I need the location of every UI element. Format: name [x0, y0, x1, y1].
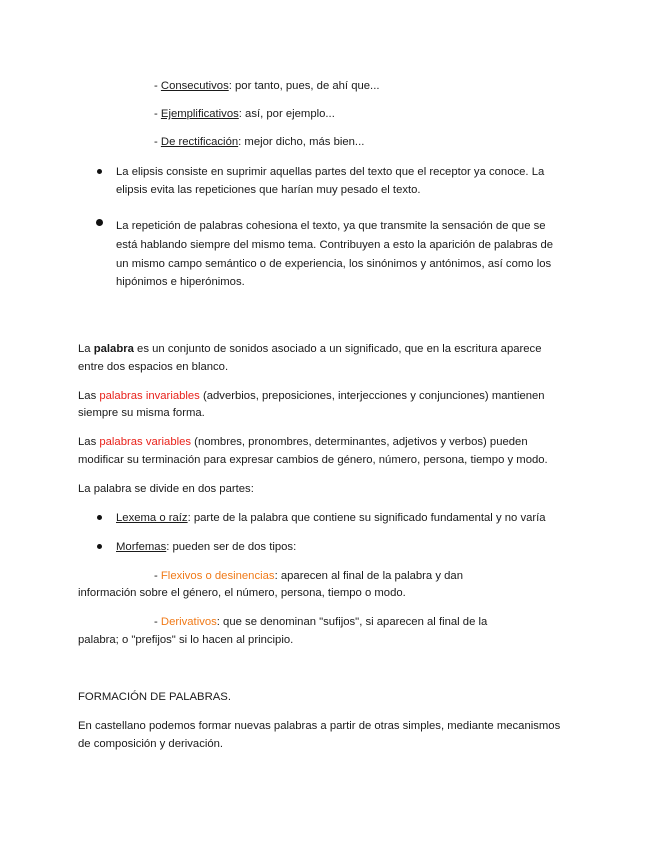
palabra-def-line-1: La palabra es un conjunto de sonidos asociado a un significado, que en la escritura aparece: [78, 343, 542, 355]
flexivos-line-1: - Flexivos o desinencias: aparecen al final de la palabra y dan: [154, 570, 463, 582]
parte-term: Morfemas: [116, 541, 167, 553]
repeticion-line-2: está hablando siempre del mismo tema. Contribuyen a esto la aparición de palabras de: [116, 239, 554, 251]
invariables-line-1: Las palabras invariables (adverbios, preposiciones, interjecciones y conjunciones) mantienen: [78, 390, 545, 402]
connector-term: De rectificación: [160, 136, 239, 148]
elipsis-line-2: elipsis evita las repeticiones que harían muy pesado el texto.: [116, 184, 421, 196]
derivativos-line-1: - Derivativos: que se denominan "sufijos", si aparecen al final de la: [154, 616, 488, 628]
derivativos-term: Derivativos: [160, 616, 217, 628]
repeticion-line-1: La repetición de palabras cohesiona el texto, ya que transmite la sensación de que se: [116, 220, 546, 232]
connector-consecutivos: - Consecutivos: por tanto, pues, de ahí que...: [154, 80, 380, 92]
variables-line-2: modificar su terminación para expresar cambios de género, número, persona, tiempo y modo.: [78, 454, 548, 466]
invariables-term: palabras invariables: [99, 390, 200, 402]
formacion-title: FORMACIÓN DE PALABRAS.: [78, 691, 231, 703]
bullet-icon: [96, 219, 103, 226]
palabra-def-line-2: entre dos espacios en blanco.: [78, 361, 229, 373]
bullet-icon: [97, 544, 102, 549]
parte-term: Lexema o raíz: [116, 512, 188, 524]
parte-lexema: Lexema o raíz: parte de la palabra que contiene su significado fundamental y no varía: [116, 512, 546, 524]
variables-line-1: Las palabras variables (nombres, pronombres, determinantes, adjetivos y verbos) pueden: [78, 436, 528, 448]
parte-morfemas: Morfemas: pueden ser de dos tipos:: [116, 541, 297, 553]
bullet-icon: [97, 169, 102, 174]
partes-intro: La palabra se divide en dos partes:: [78, 483, 254, 495]
elipsis-line-1: La elipsis consiste en suprimir aquellas partes del texto que el receptor ya conoce. La: [116, 166, 545, 178]
flexivos-line-2: información sobre el género, el número, persona, tiempo o modo.: [78, 587, 406, 599]
bullet-icon: [97, 515, 102, 520]
formacion-line-2: de composición y derivación.: [78, 738, 224, 750]
palabra-term: palabra: [93, 343, 134, 355]
connector-term: Consecutivos: [160, 80, 229, 92]
repeticion-line-3: un mismo campo semántico o de experiencia, los sinónimos y antónimos, así como los: [116, 258, 552, 270]
derivativos-line-2: palabra; o "prefijos" si lo hacen al principio.: [78, 634, 294, 646]
variables-term: palabras variables: [99, 436, 192, 448]
repeticion-line-4: hipónimos e hiperónimos.: [116, 276, 245, 288]
flexivos-term: Flexivos o desinencias: [160, 570, 275, 582]
formacion-line-1: En castellano podemos formar nuevas palabras a partir de otras simples, mediante mecanismos: [78, 720, 561, 732]
connector-rectificacion: - De rectificación: mejor dicho, más bien...: [154, 136, 365, 148]
invariables-line-2: siempre su misma forma.: [78, 407, 205, 419]
connector-ejemplificativos: - Ejemplificativos: así, por ejemplo...: [154, 108, 335, 120]
connector-term: Ejemplificativos: [160, 108, 239, 120]
